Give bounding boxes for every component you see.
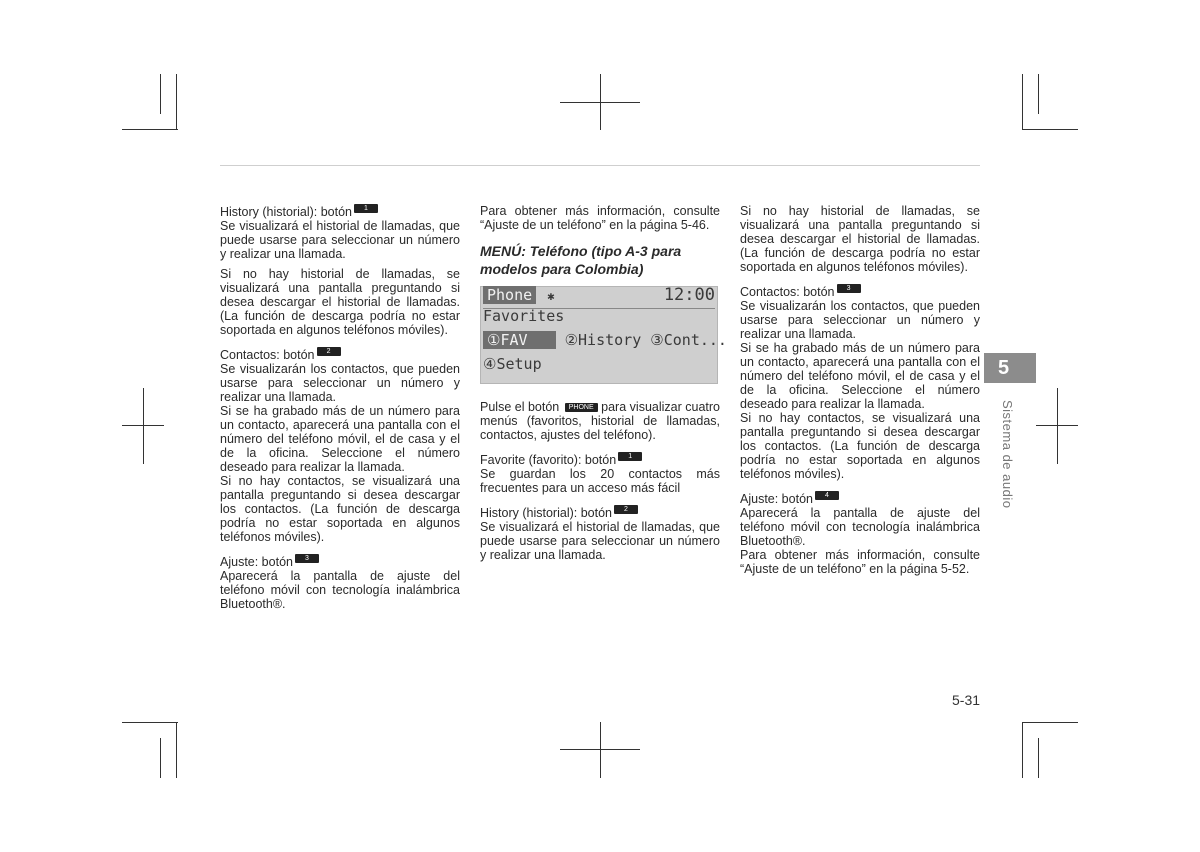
left-column <box>220 204 460 617</box>
paragraph: Aparecerá la pantalla de ajuste del teléfono móvil con tecnología inalámbrica Bluetooth®. <box>740 506 980 548</box>
paragraph: Si se ha grabado más de un número para un contacto, aparecerá una pantalla con el número del teléfono móvil, el de casa y el de la oficina. Seleccione el número deseado para realizar la llamada. <box>740 341 980 411</box>
button-2-badge: 2 <box>614 505 638 514</box>
favorite-heading <box>480 452 720 467</box>
paragraph: Si no hay historial de llamadas, se visualizará una pantalla preguntando si desea descargar el historial de llamadas. (La función de descarga podría no estar soportada en algunos teléfonos móviles). <box>220 267 460 337</box>
paragraph: Se guardan los 20 contactos más frecuentes para un acceso más fácil <box>480 467 720 495</box>
paragraph: Si se ha grabado más de un número para un contacto, aparecerá una pantalla con el número del teléfono móvil, el de casa y el de la oficina. Seleccione el número deseado para realizar la llamada. <box>220 404 460 474</box>
display-option-contacts: ③Cont... <box>650 331 727 349</box>
page-number: 5-31 <box>952 692 981 708</box>
paragraph: Se visualizará el historial de llamadas, que puede usarse para seleccionar un número y realizar una llamada. <box>220 219 460 261</box>
paragraph-part: para visualizar cuatro menús (favoritos, historial de llamadas, contactos, ajustes del teléfono). <box>480 400 720 442</box>
section-title: MENÚ: Teléfono (tipo A-3 para modelos para Colombia) <box>480 243 682 277</box>
history-heading-text: History (historial): botón <box>220 205 352 219</box>
favorite-heading-text: Favorite (favorito): botón <box>480 453 617 467</box>
setup-heading <box>740 491 980 506</box>
contacts-heading-text: Contactos: botón <box>740 285 835 299</box>
right-column <box>740 204 980 582</box>
paragraph: Para obtener más información, consulte “Ajuste de un teléfono” en la página 5-46. <box>480 204 720 232</box>
paragraph: Se visualizarán los contactos, que pueden usarse para seleccionar un número y realizar una llamada. <box>740 299 980 341</box>
button-4-badge: 4 <box>815 491 839 500</box>
contacts-heading <box>740 284 980 299</box>
contacts-heading <box>220 347 460 362</box>
display-time: 12:00 <box>663 285 715 305</box>
display-option-setup: ④Setup <box>483 355 542 373</box>
chapter-label: Sistema de audio <box>1000 400 1015 509</box>
history-heading <box>220 204 460 219</box>
paragraph: Si no hay contactos, se visualizará una pantalla preguntando si desea descargar los contactos. (La función de descarga podría no estar soportada en algunos teléfonos móviles). <box>220 474 460 544</box>
paragraph: Aparecerá la pantalla de ajuste del teléfono móvil con tecnología inalámbrica Bluetooth®. <box>220 569 460 611</box>
button-1-badge: 1 <box>618 452 642 461</box>
paragraph: Si no hay contactos, se visualizará una pantalla preguntando si desea descargar los contactos. (La función de descarga podría no estar soportada en algunos teléfonos móviles). <box>740 411 980 481</box>
setup-heading-text: Ajuste: botón <box>220 555 293 569</box>
display-option-history: ②History <box>564 331 642 349</box>
display-menu-row <box>483 331 727 349</box>
paragraph: Se visualizarán los contactos, que pueden usarse para seleccionar un número y realizar una llamada. <box>220 362 460 404</box>
bluetooth-icon: ✱ <box>547 289 555 303</box>
chapter-number: 5 <box>984 353 1036 383</box>
paragraph-part: Pulse el botón <box>480 400 560 414</box>
paragraph: Si no hay historial de llamadas, se visualizará una pantalla preguntando si desea descargar el historial de llamadas. (La función de descarga podría no estar soportada en algunos teléfonos móviles). <box>740 204 980 274</box>
display-option-fav: ①FAV <box>483 331 556 349</box>
header-rule <box>220 165 980 166</box>
middle-column <box>480 204 727 568</box>
phone-button-badge: PHONE <box>565 403 598 412</box>
button-1-badge: 1 <box>354 204 378 213</box>
button-2-badge: 2 <box>317 347 341 356</box>
button-3-badge: 3 <box>295 554 319 563</box>
paragraph: Se visualizará el historial de llamadas, que puede usarse para seleccionar un número y realizar una llamada. <box>480 520 720 562</box>
history-heading <box>480 505 720 520</box>
history-heading-text: History (historial): botón <box>480 506 612 520</box>
contacts-heading-text: Contactos: botón <box>220 348 315 362</box>
phone-display-illustration <box>480 285 727 384</box>
setup-heading <box>220 554 460 569</box>
display-header <box>483 285 715 308</box>
display-phone-label: Phone <box>483 286 536 304</box>
paragraph: Para obtener más información, consulte “Ajuste de un teléfono” en la página 5-52. <box>740 548 980 576</box>
button-3-badge: 3 <box>837 284 861 293</box>
setup-heading-text: Ajuste: botón <box>740 492 813 506</box>
display-title: Favorites <box>483 307 565 325</box>
paragraph <box>480 400 720 442</box>
